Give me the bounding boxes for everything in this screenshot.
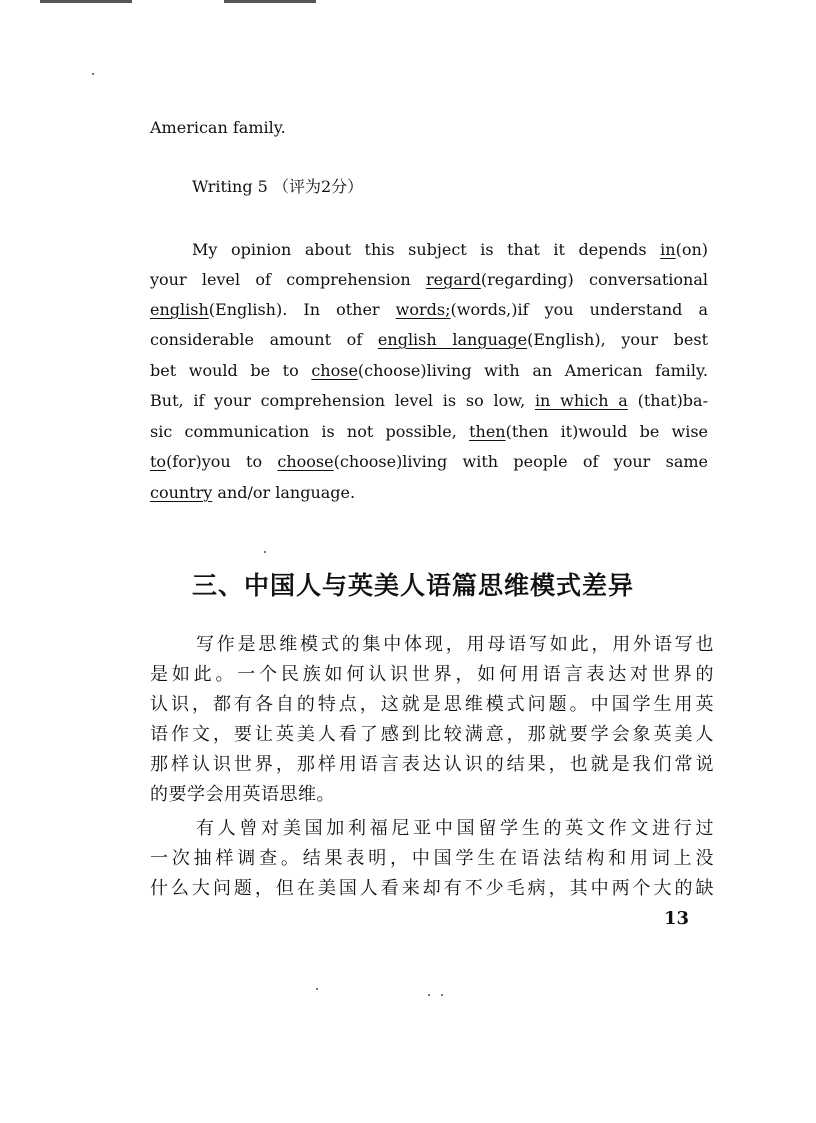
section-heading: 三、中国人与英美人语篇思维模式差异 [192, 571, 635, 600]
body-line: 那样认识世界，那样用语言表达认识的结果，也就是我们常说 [150, 754, 714, 775]
body-line: 是如此。一个民族如何认识世界，如何用语言表达对世界的 [150, 664, 714, 685]
scan-speck [92, 73, 94, 75]
body-line: 写作是思维模式的集中体现，用母语写如此，用外语写也 [196, 634, 714, 655]
scan-speck [264, 551, 266, 553]
scan-speck [316, 988, 318, 990]
scan-speck [428, 994, 430, 996]
writing-label: Writing 5 （评为2分） [192, 177, 364, 196]
scan-speck [441, 994, 443, 996]
body-line: 什么大问题，但在美国人看来却有不少毛病，其中两个大的缺 [150, 878, 714, 899]
body-line: 一次抽样调查。结果表明，中国学生在语法结构和用词上没 [150, 848, 714, 869]
top-fragment: American family. [150, 118, 286, 137]
page-number: 13 [664, 908, 690, 929]
scan-edge-mark [224, 0, 316, 3]
body-line: 的要学会用英语思维。 [150, 784, 335, 805]
body-line: 认识，都有各自的特点，这就是思维模式问题。中国学生用英 [150, 694, 714, 715]
body-line: 有人曾对美国加利福尼亚中国留学生的英文作文进行过 [196, 818, 714, 839]
scan-edge-mark [40, 0, 132, 3]
body-line: 语作文，要让英美人看了感到比较满意，那就要学会象英美人 [150, 724, 714, 745]
